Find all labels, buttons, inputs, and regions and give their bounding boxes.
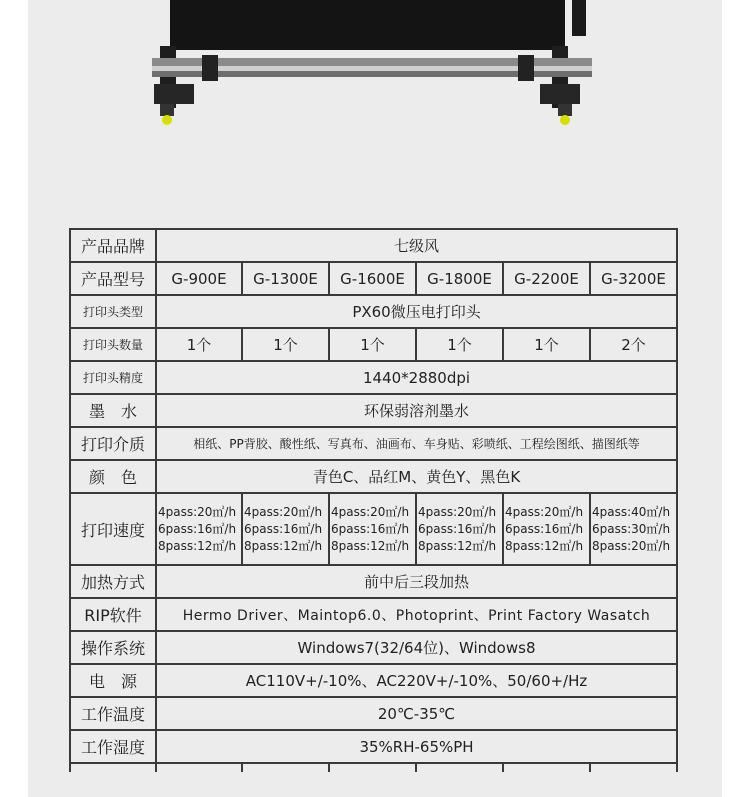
speed-line: 4pass:20㎡/h xyxy=(244,504,323,519)
row-label: 打印头类型 xyxy=(70,295,156,328)
model-cell: G-1300E xyxy=(242,262,329,295)
head-count-cell: 1个 xyxy=(416,328,503,361)
table-row-head-type xyxy=(70,295,677,328)
table-row-power xyxy=(70,664,677,697)
speed-line: 4pass:20㎡/h xyxy=(158,504,237,519)
speed-line: 8pass:12㎡/h xyxy=(331,538,410,553)
media-value: 相纸、PP背胶、酸性纸、写真布、油画布、车身贴、彩喷纸、工程绘图纸、描图纸等 xyxy=(156,427,677,460)
table-row-media xyxy=(70,427,677,460)
head-type-value: PX60微压电打印头 xyxy=(156,295,677,328)
speed-line: 8pass:12㎡/h xyxy=(418,538,497,553)
colors-value: 青色C、品红M、黄色Y、黑色K xyxy=(156,460,677,493)
printer-stand-image xyxy=(140,0,600,135)
table-row-head-precision xyxy=(70,361,677,394)
speed-cell xyxy=(503,493,590,565)
speed-line: 8pass:20㎡/h xyxy=(592,538,671,553)
speed-cell xyxy=(590,493,677,565)
speed-line: 6pass:30㎡/h xyxy=(592,521,671,536)
speed-cell xyxy=(416,493,503,565)
table-row-colors xyxy=(70,460,677,493)
row-label: 打印头精度 xyxy=(70,361,156,394)
heating-value: 前中后三段加热 xyxy=(156,565,677,598)
row-label: 产品品牌 xyxy=(70,229,156,262)
speed-line: 6pass:16㎡/h xyxy=(505,521,584,536)
speed-line: 4pass:20㎡/h xyxy=(331,504,410,519)
head-count-cell: 1个 xyxy=(242,328,329,361)
rip-value: Hermo Driver、Maintop6.0、Photoprint、Print Factory Wasatch xyxy=(156,598,677,631)
table-row-rip xyxy=(70,598,677,631)
os-value: Windows7(32/64位)、Windows8 xyxy=(156,631,677,664)
row-label: 打印头数量 xyxy=(70,328,156,361)
row-label: 工作温度 xyxy=(70,697,156,730)
table-row-cutoff xyxy=(70,763,677,772)
speed-line: 8pass:12㎡/h xyxy=(158,538,237,553)
right-margin xyxy=(722,0,750,797)
row-label: 工作湿度 xyxy=(70,730,156,763)
speed-line: 6pass:16㎡/h xyxy=(418,521,497,536)
table-row-brand xyxy=(70,229,677,262)
row-label: 颜 色 xyxy=(70,460,156,493)
head-count-cell: 1个 xyxy=(156,328,242,361)
speed-cell xyxy=(156,493,242,565)
table-row-head-count xyxy=(70,328,677,361)
spec-table xyxy=(69,228,678,772)
speed-line: 8pass:12㎡/h xyxy=(244,538,323,553)
row-label: 加热方式 xyxy=(70,565,156,598)
cutoff-cell xyxy=(242,763,329,772)
temperature-value: 20℃-35℃ xyxy=(156,697,677,730)
humidity-value: 35%RH-65%PH xyxy=(156,730,677,763)
head-precision-value: 1440*2880dpi xyxy=(156,361,677,394)
power-value: AC110V+/-10%、AC220V+/-10%、50/60+/Hz xyxy=(156,664,677,697)
cutoff-cell xyxy=(503,763,590,772)
row-label: 打印介质 xyxy=(70,427,156,460)
speed-cell xyxy=(329,493,416,565)
row-label: 墨 水 xyxy=(70,394,156,427)
model-cell: G-900E xyxy=(156,262,242,295)
brand-value: 七级风 xyxy=(156,229,677,262)
table-row-temperature xyxy=(70,697,677,730)
ink-value: 环保弱溶剂墨水 xyxy=(156,394,677,427)
speed-line: 8pass:12㎡/h xyxy=(505,538,584,553)
model-cell: G-1600E xyxy=(329,262,416,295)
row-label: RIP软件 xyxy=(70,598,156,631)
speed-line: 4pass:20㎡/h xyxy=(505,504,584,519)
speed-line: 6pass:16㎡/h xyxy=(244,521,323,536)
head-count-cell: 2个 xyxy=(590,328,677,361)
cutoff-cell xyxy=(590,763,677,772)
speed-line: 6pass:16㎡/h xyxy=(331,521,410,536)
speed-cell xyxy=(242,493,329,565)
table-row-heating xyxy=(70,565,677,598)
row-label: 操作系统 xyxy=(70,631,156,664)
table-row-humidity xyxy=(70,730,677,763)
row-label: 打印速度 xyxy=(70,493,156,565)
table-row-speed xyxy=(70,493,677,565)
model-cell: G-2200E xyxy=(503,262,590,295)
cutoff-cell xyxy=(156,763,242,772)
cutoff-cell xyxy=(329,763,416,772)
row-label: 电 源 xyxy=(70,664,156,697)
table-row-os xyxy=(70,631,677,664)
head-count-cell: 1个 xyxy=(329,328,416,361)
cutoff-cell xyxy=(70,763,156,772)
left-margin xyxy=(0,0,28,797)
model-cell: G-3200E xyxy=(590,262,677,295)
row-label: 产品型号 xyxy=(70,262,156,295)
speed-line: 4pass:20㎡/h xyxy=(418,504,497,519)
table-row-model xyxy=(70,262,677,295)
speed-line: 6pass:16㎡/h xyxy=(158,521,237,536)
cutoff-cell xyxy=(416,763,503,772)
head-count-cell: 1个 xyxy=(503,328,590,361)
model-cell: G-1800E xyxy=(416,262,503,295)
speed-line: 4pass:40㎡/h xyxy=(592,504,671,519)
table-row-ink xyxy=(70,394,677,427)
